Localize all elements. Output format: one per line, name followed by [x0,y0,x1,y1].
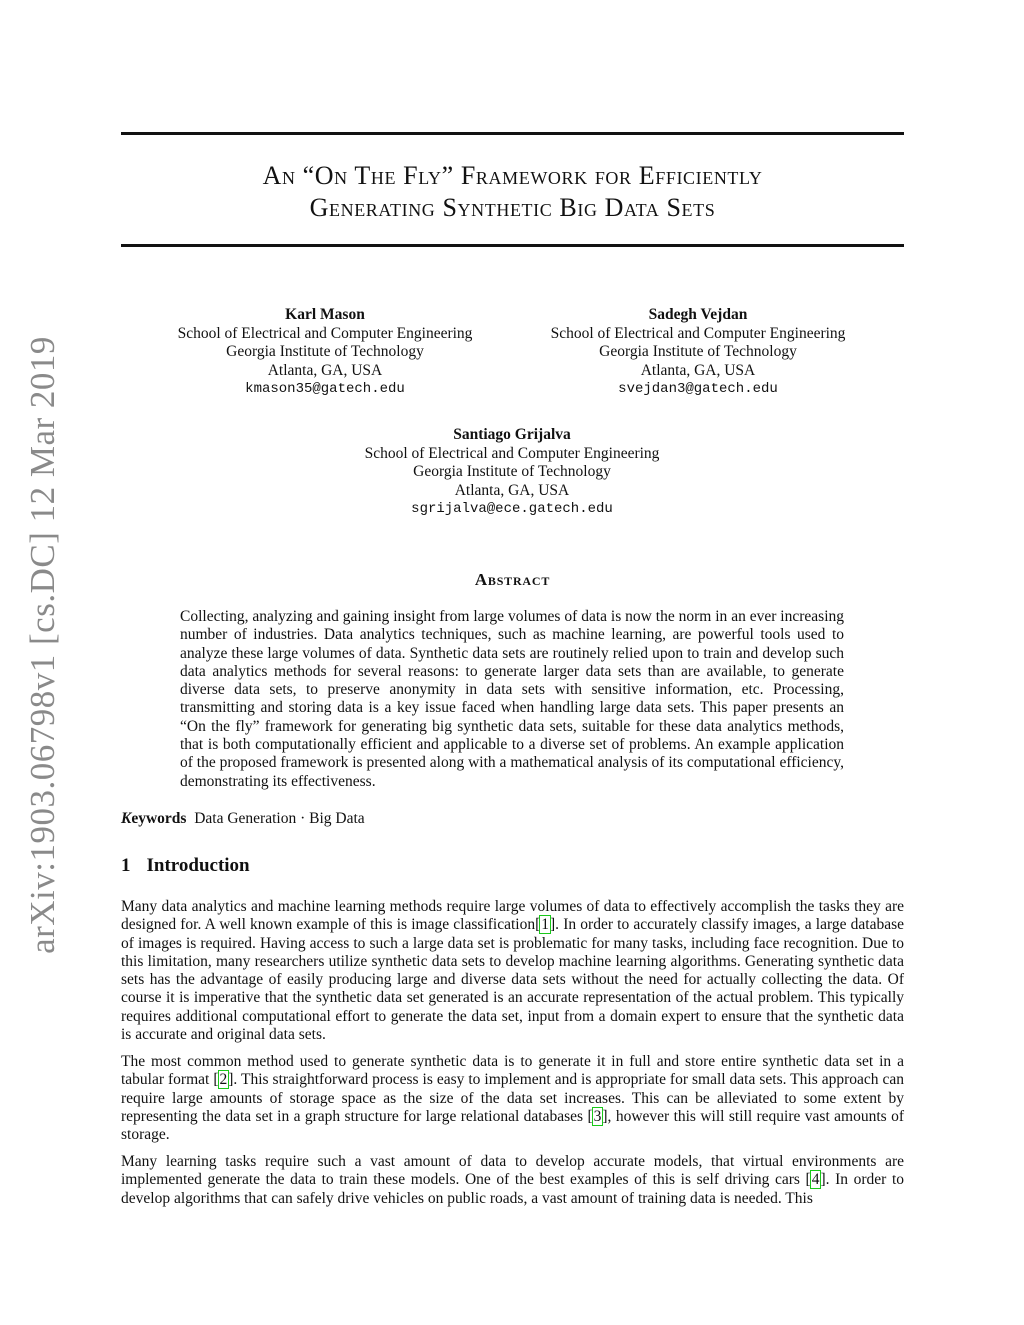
author-institute: Georgia Institute of Technology [226,343,424,360]
abstract-text: Collecting, analyzing and gaining insight from large volumes of data is now the norm in an ever increasing number of industries. Data analytics techniques, such as machine learning, are powerful tools used to analyze these large volumes of data. Synthetic data sets are routinely relied upon to train and develop such data analytics methods for several reasons: to generate larger data sets than are available, to generate diverse data sets, to preserve anonymity in data sets with sensitive information, etc. Processing, transmitting and storing data is a key issue faced when handling large data sets. This paper presents an “On the fly” framework for generating big synthetic data sets, suitable for these data analytics methods, that is both computationally efficient and applicable to a diverse set of problems. An example application of the proposed framework is presented along with a mathematical analysis of its computational efficiency, demonstrating its effectiveness. [180,608,844,790]
author-block-1 [135,306,515,399]
citation-open-bracket: [ [587,1107,593,1125]
citation-link[interactable]: 1 [541,916,549,934]
title-top-rule [121,132,904,135]
citation-close-bracket: ] [228,1071,234,1089]
keywords-label-initial: K [121,810,132,827]
citation-close-bracket: ] [550,916,556,934]
intro-paragraph-1 [121,898,904,1044]
citation-open-bracket: [ [805,1171,811,1189]
citation-open-bracket: [ [535,916,541,934]
title-bottom-rule [121,244,904,247]
paper-title [121,160,904,224]
intro-paragraph-2 [121,1053,904,1144]
section-number: 1 [121,855,131,876]
author-school: School of Electrical and Computer Engineering [550,324,846,342]
citation-link[interactable]: 3 [593,1107,602,1125]
author-block-2 [508,306,888,399]
author-name: Santiago Grijalva [453,426,571,443]
citation-close-bracket: ] [820,1171,826,1189]
paragraph-text: . In order to develop algorithms that can safely drive vehicles on public roads, a vast amount of training data is needed. This [121,1171,905,1207]
section-heading-introduction [121,855,250,877]
author-block-3 [322,426,702,519]
author-school: School of Electrical and Computer Engineering [177,324,473,342]
author-name: Sadegh Vejdan [648,306,748,323]
abstract-heading: Abstract [474,570,551,589]
author-email[interactable]: kmason35@gatech.edu [245,381,405,397]
citation-close-bracket: ] [602,1107,608,1125]
author-email[interactable]: svejdan3@gatech.edu [618,381,778,397]
paper-title-line-1: An “On The Fly” Framework for Efficiently [262,161,763,190]
author-school: School of Electrical and Computer Engineering [364,444,660,462]
keywords-values: Data Generation · Big Data [194,810,365,827]
keywords-line [121,810,365,828]
author-institute: Georgia Institute of Technology [413,463,611,480]
paragraph-text: , however this will still require vast amounts of storage. [121,1107,904,1144]
citation-link[interactable]: 2 [219,1071,228,1089]
paragraph-text: . In order to accurately classify images, a large database of images is required. Having access to such a large data set is problematic for many tasks, including face recognition. Due to this limitation, many researchers utilize synthetic data sets to develop machine learning algorithms. Generating synthetic data sets has the advantage of easily producing large and diverse data sets without the need for actually collecting the data. Of course it is imperative that the synthetic data set generated is an accurate representation of the actual problem. This typically requires additional computational effort to generate the data set, input from a domain expert to ensure that the synthetic data is accurate and original data sets. [121,916,904,1044]
keywords-label [121,810,186,827]
paragraph-text: The most common method used to generate synthetic data is to generate it in full and store entire synthetic data set in a tabular format [121,1053,904,1089]
paragraph-text: Many data analytics and machine learning methods require large volumes of data to effectively accomplish the tasks they are designed for. A well known example of this is image classification [121,898,904,934]
citation-link[interactable]: 4 [811,1171,820,1189]
intro-paragraph-3 [121,1153,904,1208]
paragraph-text: Many learning tasks require such a vast amount of data to develop accurate models, that virtual environments are implemented generate the data to train these models. One of the best examples of this is self driving cars [121,1153,904,1189]
author-email[interactable]: sgrijalva@ece.gatech.edu [411,501,613,517]
paper-title-line-2: Generating Synthetic Big Data Sets [309,193,716,222]
author-location: Atlanta, GA, USA [267,361,383,379]
author-location: Atlanta, GA, USA [454,481,570,499]
citation-open-bracket: [ [213,1071,219,1089]
paragraph-text: . This straightforward process is easy to implement and is appropriate for small data sets. This approach can require large amounts of storage space as the size of the data set increases. This can be alleviated to some extent by representing the data set in a graph structure for large relational databases [121,1071,905,1125]
keywords-label-rest: eywords [131,810,187,827]
section-title: Introduction [146,855,250,876]
author-location: Atlanta, GA, USA [640,361,756,379]
author-institute: Georgia Institute of Technology [599,343,797,360]
arxiv-identifier-stamp: arXiv:1903.06798v1 [cs.DC] 12 Mar 2019 [23,336,62,954]
author-name: Karl Mason [285,306,365,323]
